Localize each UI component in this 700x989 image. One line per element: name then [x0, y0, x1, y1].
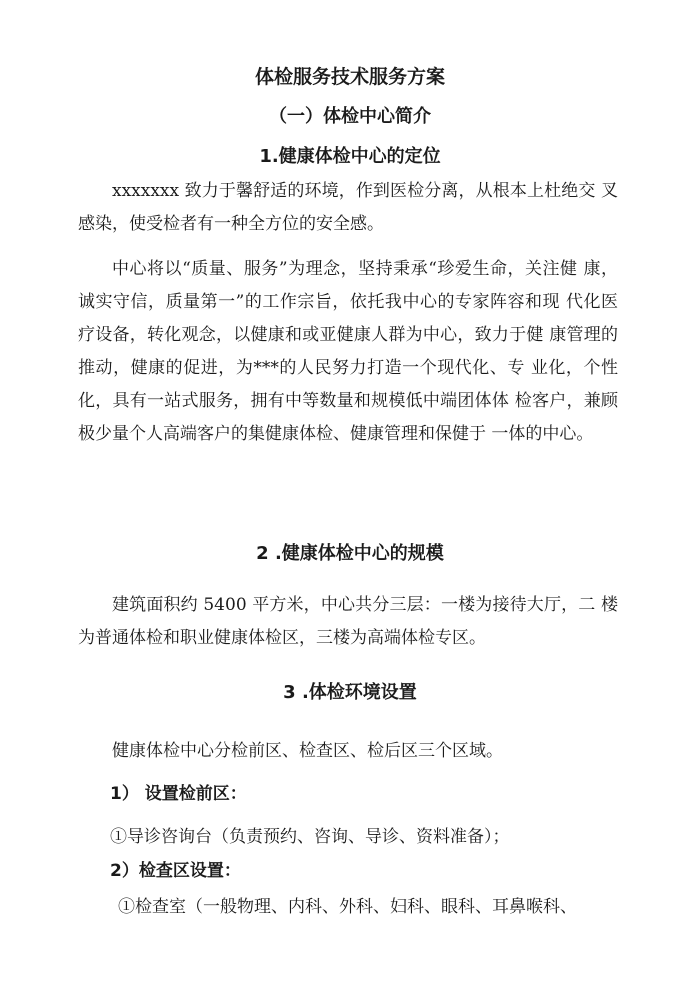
- paragraph-positioning-2: 中心将以“质量、服务”为理念，坚持秉承“珍爱生命，关注健 康，诚实守信，质量第一”的工作宗旨，依托我中心的专家阵容和现 代化医疗设备，转化观念，以健康和或亚健康人群为中心，致力于健 康管理的推动，健康的促进，为***的人民努力打造一个现代化、专 业化，个性化，具有一站式服务，拥有中等数量和规模低中端团体体 检客户，兼顾极少量个人高端客户的集健康体检、健康管理和保健于 一体的中心。: [78, 259, 618, 444]
- paragraph-scale: 建筑面积约 5400 平方米，中心共分三层：一楼为接待大厅，二 楼为普通体检和职业健康体检区，三楼为高端体检专区。: [78, 595, 618, 648]
- subsection-heading-positioning: 1.健康体检中心的定位: [259, 146, 441, 167]
- document-title: 体检服务技术服务方案: [254, 66, 445, 88]
- pre-check-area-heading: 1） 设置检前区：: [110, 784, 247, 804]
- pre-check-area-item: ①导诊咨询台（负责预约、咨询、导诊、资料准备）；: [110, 827, 510, 847]
- subsection-heading-scale: 2 .健康体检中心的规模: [256, 543, 444, 564]
- section-heading: （一）体检中心简介: [269, 106, 431, 127]
- exam-area-heading: 2）检查区设置：: [110, 861, 241, 881]
- subsection-heading-environment: 3 .体检环境设置: [283, 682, 417, 703]
- exam-area-item: ①检查室（一般物理、内科、外科、妇科、眼科、耳鼻喉科、: [118, 897, 577, 917]
- environment-intro: 健康体检中心分检前区、检查区、检后区三个区域。: [112, 741, 503, 761]
- paragraph-positioning-1: xxxxxxx 致力于馨舒适的环境，作到医检分离，从根本上杜绝交 叉感染，使受检者有一种全方位的安全感。: [78, 181, 618, 234]
